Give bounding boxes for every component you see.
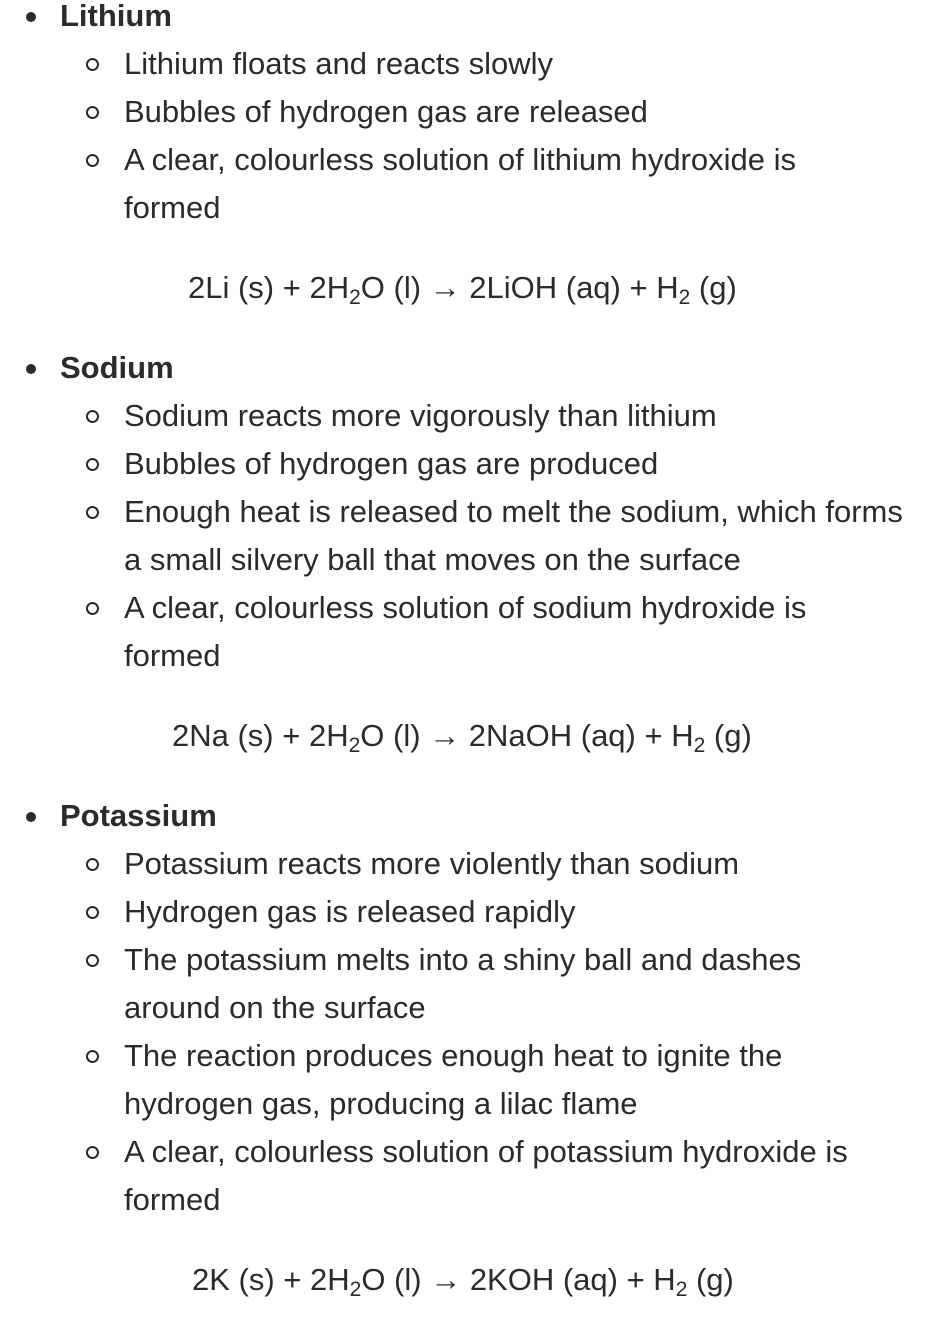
point-text: Lithium floats and reacts slowly xyxy=(124,46,554,81)
chemical-equation xyxy=(192,1260,734,1300)
equation-subscript: 2 xyxy=(349,286,361,309)
equation-subscript: 2 xyxy=(349,1278,362,1301)
chemical-equation xyxy=(188,268,737,308)
section-potassium xyxy=(0,798,932,1301)
equation-part: O (l) → 2NaOH (aq) + H xyxy=(360,718,694,753)
list-item xyxy=(0,88,932,136)
circle-bullet-icon xyxy=(86,858,99,871)
circle-bullet-icon xyxy=(86,906,99,919)
section-sodium xyxy=(0,350,932,757)
circle-bullet-icon xyxy=(86,410,99,423)
section-title: Lithium xyxy=(60,0,172,33)
section-heading xyxy=(0,352,932,384)
point-text: A clear, colourless solution of lithium hydroxide is formed xyxy=(124,142,796,225)
equation-subscript: 2 xyxy=(348,734,361,757)
circle-bullet-icon xyxy=(86,458,99,471)
circle-bullet-icon xyxy=(86,58,99,71)
point-list xyxy=(0,40,932,232)
circle-bullet-icon xyxy=(86,602,99,615)
equation-part: (g) xyxy=(690,270,737,305)
equation-subscript: 2 xyxy=(678,286,691,309)
circle-bullet-icon xyxy=(86,506,99,519)
circle-bullet-icon xyxy=(86,954,99,967)
point-text: Bubbles of hydrogen gas are released xyxy=(124,94,648,129)
equation-subscript: 2 xyxy=(693,734,706,757)
point-text: Potassium reacts more violently than sodium xyxy=(124,846,740,881)
section-heading xyxy=(0,800,932,832)
circle-bullet-icon xyxy=(86,1146,99,1159)
circle-bullet-icon xyxy=(86,106,99,119)
list-item xyxy=(0,840,932,888)
list-item xyxy=(0,40,932,88)
bullet-dot-icon xyxy=(26,364,36,374)
point-list xyxy=(0,840,932,1224)
equation-part: 2K (s) + 2H xyxy=(192,1262,350,1297)
list-item xyxy=(0,584,932,680)
section-title: Potassium xyxy=(60,798,217,833)
point-text: Enough heat is released to melt the sodium, which forms a small silvery ball that moves on the surface xyxy=(124,494,903,577)
point-text: The potassium melts into a shiny ball and dashes around on the surface xyxy=(124,942,802,1025)
equation-part: O (l) → 2LiOH (aq) + H xyxy=(360,270,679,305)
list-item xyxy=(0,136,932,232)
point-text: A clear, colourless solution of potassium hydroxide is formed xyxy=(124,1134,848,1217)
equation-part: (g) xyxy=(687,1262,734,1297)
point-text: Bubbles of hydrogen gas are produced xyxy=(124,446,659,481)
point-text: A clear, colourless solution of sodium hydroxide is formed xyxy=(124,590,807,673)
list-item xyxy=(0,488,932,584)
equation-subscript: 2 xyxy=(675,1278,688,1301)
section-lithium xyxy=(0,0,932,309)
point-text: Hydrogen gas is released rapidly xyxy=(124,894,576,929)
equation-part: O (l) → 2KOH (aq) + H xyxy=(361,1262,676,1297)
list-item xyxy=(0,888,932,936)
list-item xyxy=(0,1128,932,1224)
list-item xyxy=(0,1032,932,1128)
section-heading xyxy=(0,0,932,32)
point-text: The reaction produces enough heat to ignite the hydrogen gas, producing a lilac flame xyxy=(124,1038,783,1121)
bullet-dot-icon xyxy=(26,812,36,822)
chemical-equation xyxy=(172,716,752,756)
point-list xyxy=(0,392,932,680)
equation-part: 2Li (s) + 2H xyxy=(188,270,350,305)
circle-bullet-icon xyxy=(86,154,99,167)
point-text: Sodium reacts more vigorously than lithium xyxy=(124,398,717,433)
list-item xyxy=(0,392,932,440)
list-item xyxy=(0,440,932,488)
equation-part: (g) xyxy=(705,718,752,753)
equation-part: 2Na (s) + 2H xyxy=(172,718,349,753)
circle-bullet-icon xyxy=(86,1050,99,1063)
section-title: Sodium xyxy=(60,350,174,385)
list-item xyxy=(0,936,932,1032)
bullet-dot-icon xyxy=(26,12,36,22)
